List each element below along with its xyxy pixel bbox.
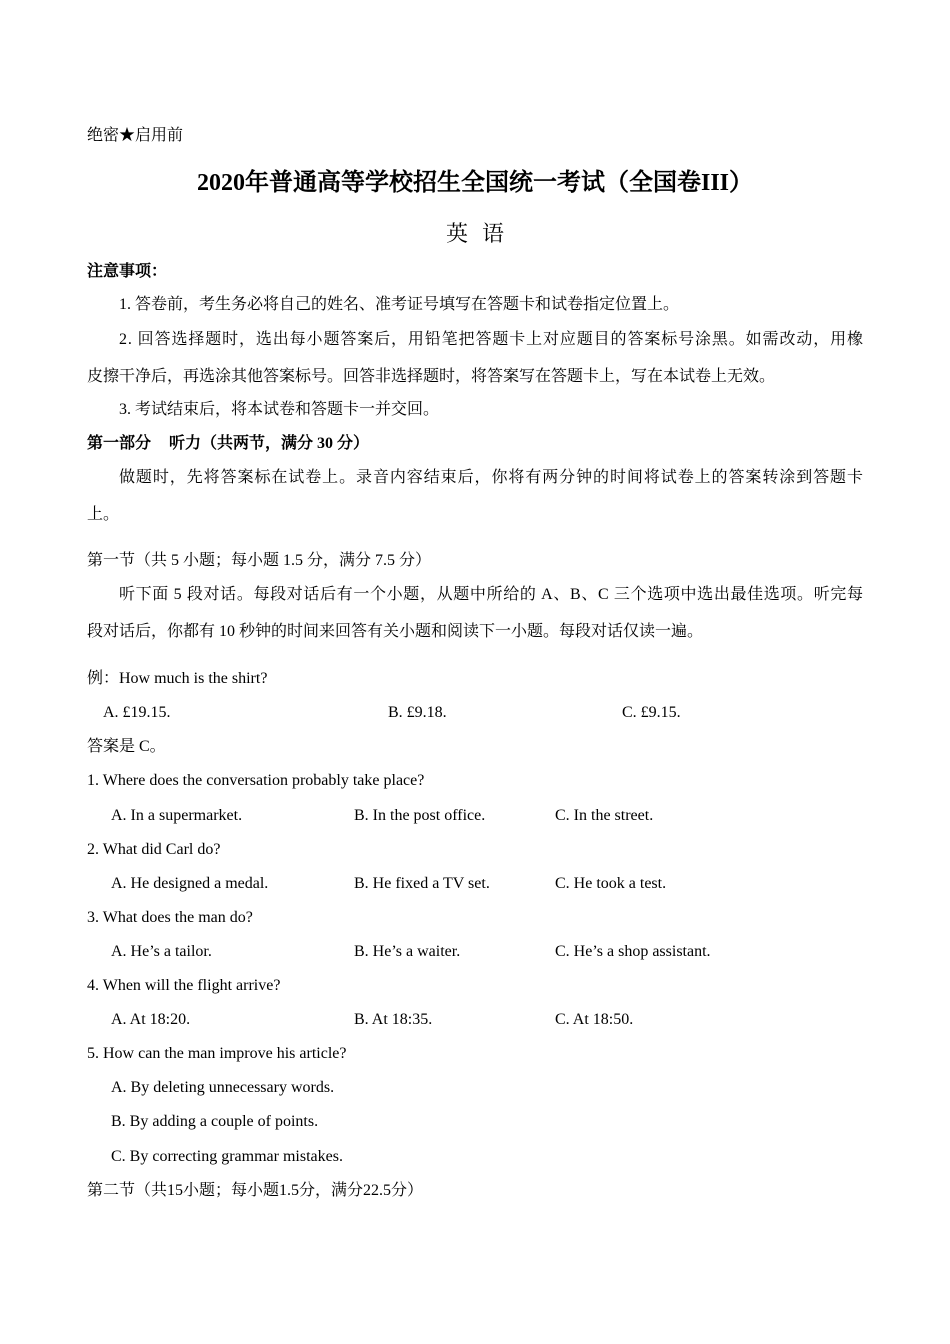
question-1-option-a: A. In a supermarket.	[111, 807, 243, 824]
question-4-option-c: C. At 18:50.	[555, 1011, 634, 1028]
question-5-option-a: A. By deleting unnecessary words.	[111, 1079, 335, 1096]
question-4: 4. When will the flight arrive?	[87, 977, 281, 994]
question-4-option-b: B. At 18:35.	[354, 1011, 433, 1028]
example-option-a: A. £19.15.	[103, 704, 171, 721]
question-1: 1. Where does the conversation probably take place?	[87, 772, 425, 789]
part1-intro-line1: 做题时，先将答案标在试卷上。录音内容结束后，你将有两分钟的时间将试卷上的答案转涂到答题卡	[119, 469, 864, 486]
part1-heading-detail: 听力（共两节，满分 30 分）	[169, 435, 370, 452]
question-4-option-a: A. At 18:20.	[111, 1011, 191, 1028]
question-2-option-a: A. He designed a medal.	[111, 875, 269, 892]
question-3-option-b: B. He’s a waiter.	[354, 943, 461, 960]
question-5-option-b: B. By adding a couple of points.	[111, 1113, 319, 1130]
section1-heading: 第一节（共 5 小题；每小题 1.5 分，满分 7.5 分）	[87, 552, 432, 569]
notice-item-3: 3. 考试结束后，将本试卷和答题卡一并交回。	[119, 401, 440, 418]
subject-title: 英语	[445, 221, 518, 246]
section1-instr-line1: 听下面 5 段对话。每段对话后有一个小题，从题中所给的 A、B、C 三个选项中选出最佳选项。听完每	[119, 586, 864, 603]
example-answer: 答案是 C。	[87, 738, 166, 755]
example-option-c: C. £9.15.	[622, 704, 681, 721]
question-2-option-b: B. He fixed a TV set.	[354, 875, 490, 892]
notice-heading: 注意事项：	[87, 263, 168, 280]
section2-heading: 第二节（共15小题；每小题1.5分，满分22.5分）	[87, 1182, 424, 1199]
question-1-option-b: B. In the post office.	[354, 807, 486, 824]
part1-heading	[87, 434, 369, 454]
part1-heading-label: 第一部分	[87, 435, 152, 452]
example-option-b: B. £9.18.	[388, 704, 447, 721]
part1-intro-line2: 上。	[87, 506, 120, 523]
exam-title: 2020年普通高等学校招生全国统一考试（全国卷III）	[196, 170, 754, 196]
question-3-option-c: C. He’s a shop assistant.	[555, 943, 711, 960]
question-3-option-a: A. He’s a tailor.	[111, 943, 212, 960]
section1-instr-line2: 段对话后，你都有 10 秒钟的时间来回答有关小题和阅读下一小题。每段对话仅读一遍。	[87, 623, 704, 640]
confidential-label: 绝密★启用前	[87, 127, 184, 144]
question-2-option-c: C. He took a test.	[555, 875, 667, 892]
example-question: 例：How much is the shirt?	[87, 670, 268, 687]
question-5-option-c: C. By correcting grammar mistakes.	[111, 1148, 343, 1165]
question-2: 2. What did Carl do?	[87, 841, 221, 858]
question-3: 3. What does the man do?	[87, 909, 253, 926]
notice-item-2: 2. 回答选择题时，选出每小题答案后，用铅笔把答题卡上对应题目的答案标号涂黑。如需改动，用橡	[119, 331, 864, 348]
question-5: 5. How can the man improve his article?	[87, 1045, 347, 1062]
notice-item-1: 1. 答卷前，考生务必将自己的姓名、准考证号填写在答题卡和试卷指定位置上。	[119, 296, 680, 313]
question-1-option-c: C. In the street.	[555, 807, 654, 824]
notice-item-2-cont: 皮擦干净后，再选涂其他答案标号。回答非选择题时，将答案写在答题卡上，写在本试卷上无效。	[87, 368, 776, 385]
